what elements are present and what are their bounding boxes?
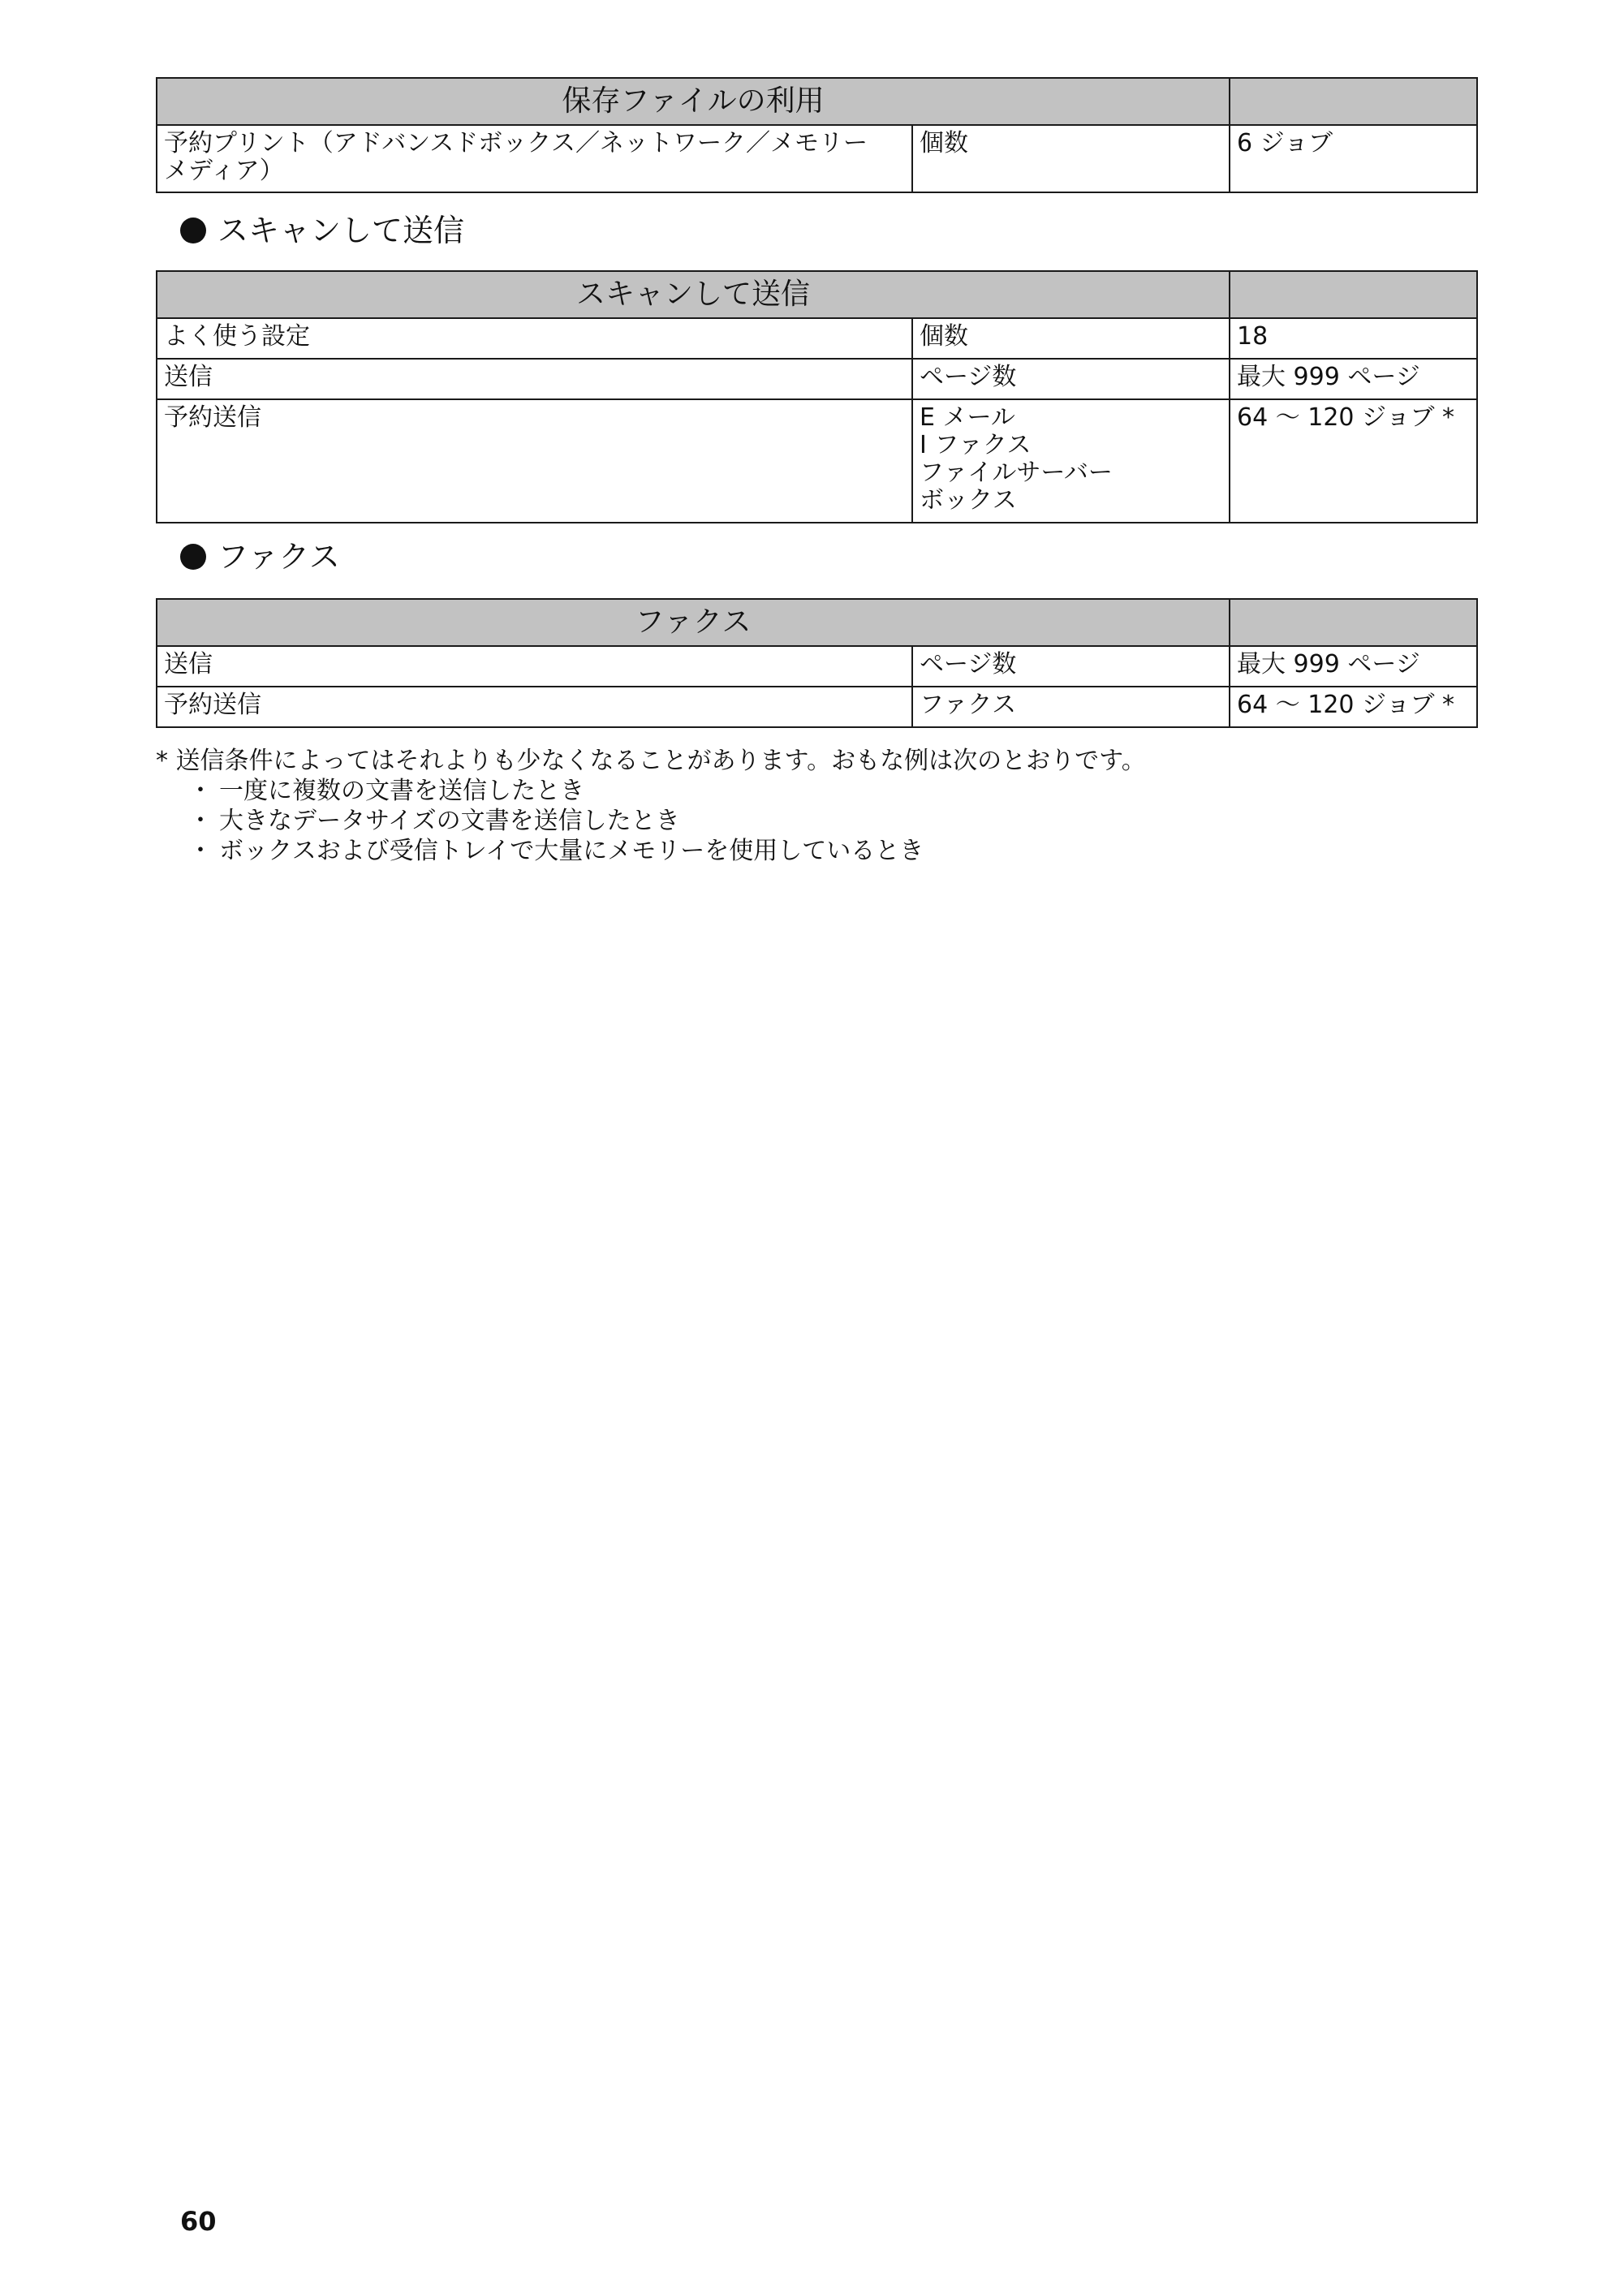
table-cell-item: 予約送信 xyxy=(157,687,912,727)
list-item-text: 大きなデータサイズの文書を送信したとき xyxy=(219,807,680,835)
fax-table xyxy=(156,598,1478,728)
table-cell-item: 送信 xyxy=(157,359,912,399)
stored-file-usage-table xyxy=(156,77,1478,193)
table-header-row xyxy=(157,599,1477,646)
bullet-icon xyxy=(180,218,206,243)
list-item-text: ボックスおよび受信トレイで大量にメモリーを使用しているとき xyxy=(219,837,924,865)
table-cell-value: 64 〜 120 ジョブ * xyxy=(1230,687,1477,727)
table-header-row xyxy=(157,78,1477,125)
table-header-blank xyxy=(1230,599,1477,646)
list-item xyxy=(188,806,1146,836)
table-cell-metric: ページ数 xyxy=(912,359,1230,399)
table-cell-metric: ページ数 xyxy=(912,646,1230,687)
list-bullet-icon: ・ xyxy=(188,837,213,865)
table-cell-metric: E メール I ファクス ファイルサーバー ボックス xyxy=(912,399,1230,523)
table-header: スキャンして送信 xyxy=(157,271,1230,318)
table-row xyxy=(157,359,1477,399)
table-cell-value: 18 xyxy=(1230,318,1477,359)
table-cell-item: 予約プリント（アドバンスドボックス／ネットワーク／メモリー メディア） xyxy=(157,125,912,192)
table-cell-value: 最大 999 ページ xyxy=(1230,359,1477,399)
list-bullet-icon: ・ xyxy=(188,777,213,805)
table-cell-metric: ファクス xyxy=(912,687,1230,727)
table-cell-value: 最大 999 ページ xyxy=(1230,646,1477,687)
table-header-blank xyxy=(1230,78,1477,125)
table-header-row xyxy=(157,271,1477,318)
bullet-icon xyxy=(180,544,206,570)
section-heading-scan xyxy=(180,213,464,248)
table-cell-metric: 個数 xyxy=(912,125,1230,192)
table-row xyxy=(157,687,1477,727)
table-row xyxy=(157,125,1477,192)
scan-send-table xyxy=(156,270,1478,523)
section-heading-fax xyxy=(180,539,340,575)
list-item-text: 一度に複数の文書を送信したとき xyxy=(219,777,584,805)
table-row xyxy=(157,318,1477,359)
table-row xyxy=(157,646,1477,687)
table-header: ファクス xyxy=(157,599,1230,646)
footnote-text: * 送信条件によってはそれよりも少なくなることがあります。おもな例は次のとおりです。 xyxy=(156,747,1146,775)
table-header: 保存ファイルの利用 xyxy=(157,78,1230,125)
table-cell-item: 送信 xyxy=(157,646,912,687)
table-cell-value: 6 ジョブ xyxy=(1230,125,1477,192)
section-heading-label: スキャンして送信 xyxy=(218,213,465,248)
table-cell-item: よく使う設定 xyxy=(157,318,912,359)
table-row xyxy=(157,399,1477,523)
page-number: 60 xyxy=(180,2206,217,2237)
table-cell-value: 64 〜 120 ジョブ * xyxy=(1230,399,1477,523)
list-item xyxy=(188,776,1146,806)
list-item xyxy=(188,836,1146,866)
table-cell-metric: 個数 xyxy=(912,318,1230,359)
table-header-blank xyxy=(1230,271,1477,318)
table-cell-item: 予約送信 xyxy=(157,399,912,523)
list-bullet-icon: ・ xyxy=(188,807,213,835)
footnote xyxy=(156,746,1146,866)
section-heading-label: ファクス xyxy=(218,539,340,575)
